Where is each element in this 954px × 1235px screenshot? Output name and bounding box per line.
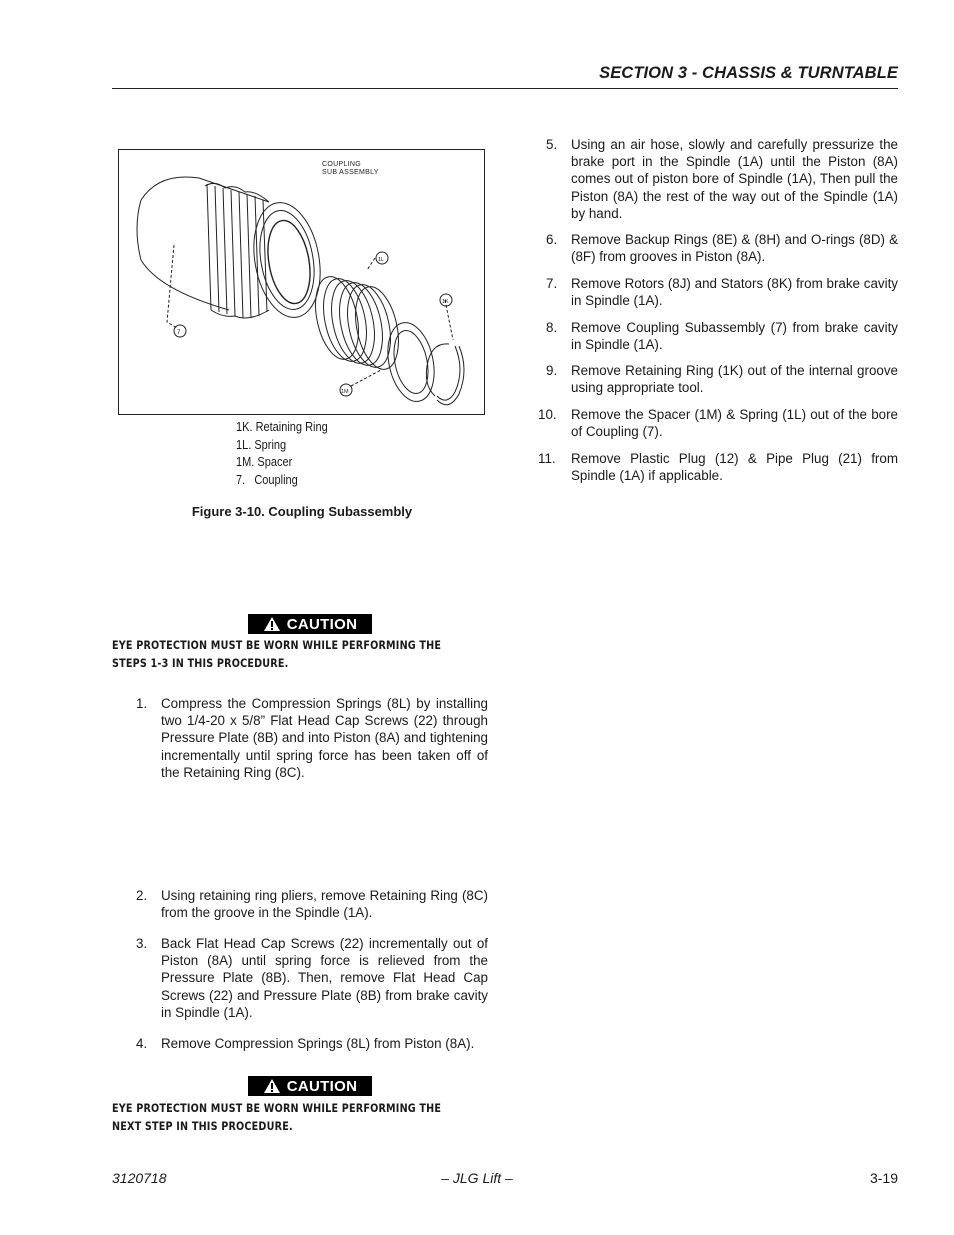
step-number: 5. (546, 137, 558, 152)
step-text: Using retaining ring pliers, remove Retaining Ring (8C) from the groove in the Spindle (1A). (161, 888, 488, 921)
page-number: 3-19 (869, 1170, 898, 1186)
step-number: 8. (546, 320, 558, 335)
step-text: Using an air hose, slowly and carefully pressurize the brake port in the Spindle (1A) until the Piston (8A) comes out of piston bore of Spindle (1A), Then pull the Piston (8A) the rest of the way out of the Spindle (1A) by hand. (571, 137, 898, 221)
coupling-illustration (119, 150, 484, 414)
step-number: 6. (546, 232, 558, 247)
caution-message: EYE PROTECTION MUST BE WORN WHILE PERFORMING THE NEXT STEP IN THIS PROCEDURE. (112, 1101, 442, 1133)
caution-badge (248, 614, 372, 634)
legend-item: 1L. Spring (236, 437, 287, 452)
step-text: Remove Coupling Subassembly (7) from brake cavity in Spindle (1A). (571, 320, 898, 353)
legend-item: 7. Coupling (236, 472, 298, 487)
step-number: 7. (546, 276, 558, 291)
warning-icon (263, 616, 281, 632)
step-number: 4. (136, 1036, 148, 1051)
figure-coupling-subassembly (118, 149, 485, 415)
section-title: SECTION 3 - CHASSIS & TURNTABLE (599, 64, 898, 82)
step-text: Back Flat Head Cap Screws (22) incrementally out of Piston (8A) until spring force is relieved from the Pressure Plate (8B). Then, remove Flat Head Cap Screws (22) and Pressure Plate (8B) from brake cavity in Spindle (1A). (161, 936, 488, 1020)
step-number: 1. (136, 696, 148, 711)
caution-label: CAUTION (286, 1077, 358, 1095)
callout-1K: 1K (442, 299, 449, 305)
step-text: Remove Plastic Plug (12) & Pipe Plug (21) from Spindle (1A) if applicable. (571, 451, 898, 484)
caution-badge (248, 1076, 372, 1096)
figure-caption: Figure 3-10. Coupling Subassembly (191, 504, 413, 519)
step-number: 2. (136, 888, 148, 903)
svg-text:COUPLING (322, 161, 361, 168)
step-number: 11. (538, 451, 556, 466)
step-text: Remove Rotors (8J) and Stators (8K) from brake cavity in Spindle (1A). (571, 276, 898, 309)
document-number: 3120718 (112, 1170, 167, 1186)
figure-legend (236, 419, 328, 489)
step-number: 3. (136, 936, 148, 951)
caution-message: EYE PROTECTION MUST BE WORN WHILE PERFORMING THE STEPS 1-3 IN THIS PROCEDURE. (112, 638, 442, 670)
callout-1M: 1M (341, 389, 349, 395)
warning-icon (263, 1078, 281, 1094)
caution-label: CAUTION (286, 615, 358, 633)
step-number: 10. (538, 407, 557, 422)
step-text: Remove Compression Springs (8L) from Piston (8A). (161, 1036, 475, 1051)
header-rule (112, 88, 898, 89)
step-number: 9. (546, 363, 558, 378)
step-text: Remove Retaining Ring (1K) out of the internal groove using appropriate tool. (571, 363, 898, 396)
callout-1L: 1L (378, 257, 385, 263)
callout-7: 7 (177, 330, 181, 336)
callout-coupling-line1: COUPLING (322, 161, 361, 168)
step-text: Compress the Compression Springs (8L) by installing two 1/4-20 x 5/8” Flat Head Cap Screws (22) through Pressure Plate (8B) and into Piston (8A) and tightening incrementally until spring force has been taken off of the Retaining Ring (8C). (161, 696, 488, 780)
footer-brand: – JLG Lift – (441, 1170, 513, 1186)
step-text: Remove the Spacer (1M) & Spring (1L) out of the bore of Coupling (7). (571, 407, 898, 440)
step-text: Remove Backup Rings (8E) & (8H) and O-rings (8D) & (8F) from grooves in Piston (8A). (571, 232, 898, 265)
svg-text:SUB ASSEMBLY: SUB ASSEMBLY (322, 169, 379, 176)
legend-item: 1M. Spacer (236, 455, 293, 469)
legend-item: 1K. Retaining Ring (236, 420, 328, 434)
